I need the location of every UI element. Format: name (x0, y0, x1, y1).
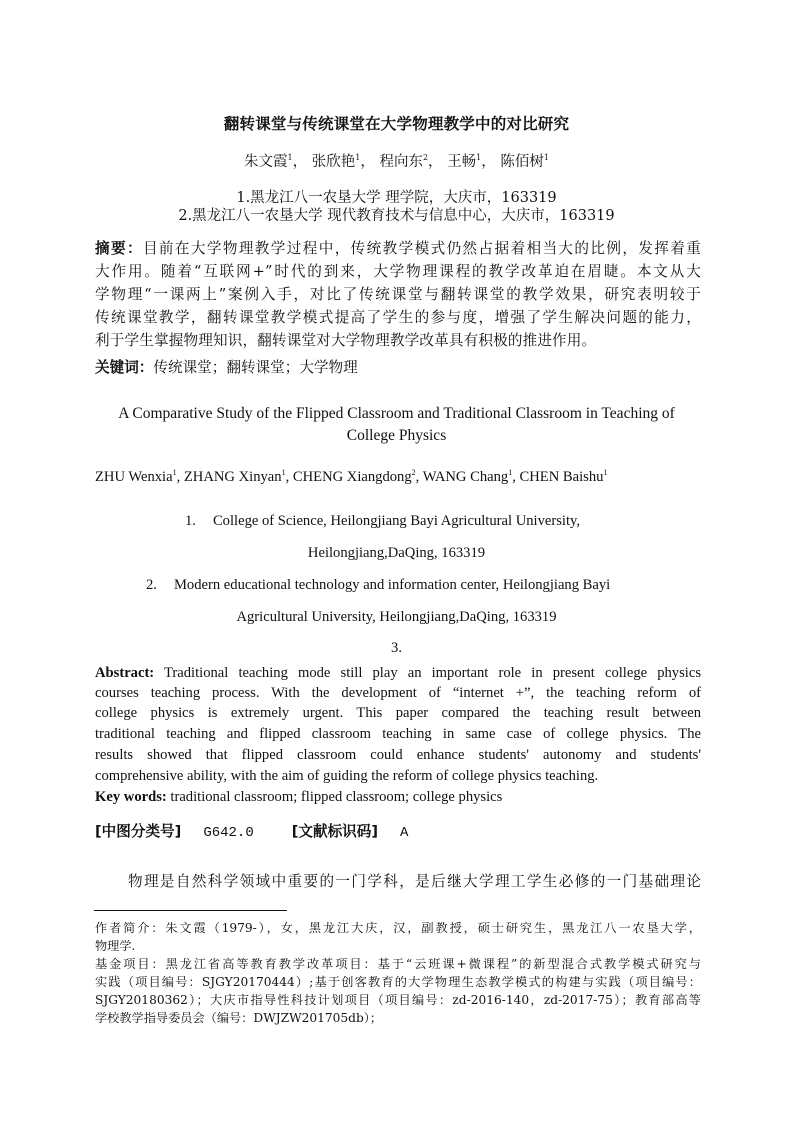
footnote-author-intro-line: 物理学. (95, 939, 136, 953)
en-author: ZHANG Xinyan (183, 469, 282, 485)
affiliation-number: 2. (146, 577, 157, 593)
cn-abstract-line: 利于学生掌握物理知识，翻转课堂对大学物理教学改革具有积极的推进作用。 (95, 332, 597, 349)
en-abstract-line: results showed that flipped classroom could enhance students' autonomy and students' (95, 747, 701, 763)
clc-label: [中图分类号] (95, 823, 182, 840)
body-paragraph-line: 物理是自然科学领域中重要的一门学科，是后继大学理工学生必修的一门基础理论 (128, 873, 701, 890)
en-author: CHEN Baishu (519, 469, 604, 485)
en-affiliation-2-cont: Agricultural University, Heilongjiang,DaQing, 163319 (236, 609, 557, 625)
cn-author: 张欣艳 (311, 154, 356, 170)
en-author: WANG Chang (422, 469, 509, 485)
author-separator: ， (481, 154, 496, 170)
cn-author-affil-mark: 1 (287, 153, 293, 162)
footnote-separator (94, 910, 287, 911)
author-separator: ， (292, 154, 308, 170)
footnote-fund-line: 基金项目：黑龙江省高等教育教学改革项目：基于“云班课+微课程”的新型混合式教学模式研究与 (95, 957, 701, 971)
clc-value: G642.0 (203, 825, 254, 841)
cn-author-affil-mark: 1 (543, 153, 549, 162)
cn-author: 朱文霞 (244, 154, 288, 170)
doc-code-label: [文献标识码] (291, 823, 379, 840)
doc-code-value: A (400, 825, 409, 841)
en-affiliation-1 (185, 513, 580, 530)
author-separator: ， (428, 154, 443, 170)
author-separator: , (512, 469, 520, 485)
en-affiliation-3: 3. (391, 640, 402, 656)
en-affiliation-2 (146, 577, 610, 594)
en-authors (95, 469, 607, 486)
cn-abstract-line: 大作用。随着“互联网+”时代的到来，大学物理课程的教学改革迫在眉睫。本文从大 (95, 263, 701, 280)
en-abstract-line: traditional teaching and flipped classroom teaching in same case of college physics. The (95, 726, 701, 742)
cn-affiliation-1: 1.黑龙江八一农垦大学 理学院，大庆市，163319 (236, 190, 557, 206)
en-author-affil-mark: 2 (411, 468, 416, 477)
en-abstract-text: Traditional teaching mode still play an important role in present college physics (154, 665, 701, 681)
cn-abstract-text: 目前在大学物理教学过程中，传统教学模式仍然占据着相当大的比例，发挥着重 (142, 240, 701, 257)
en-author-affil-mark: 1 (603, 468, 608, 477)
cn-abstract-line: 传统课堂教学，翻转课堂教学模式提高了学生的参与度，增强了学生解决问题的能力， (95, 309, 701, 326)
footnote-fund-line: SJGY20180362）；大庆市指导性科技计划项目（项目编号：zd-2016-140，zd-2017-75）；教育部高等 (95, 993, 701, 1007)
footnote-fund-line: 学校教学指导委员会（编号：DWJZW201705db）； (95, 1011, 383, 1025)
cn-author-affil-mark: 2 (422, 153, 429, 162)
en-author-affil-mark: 1 (508, 468, 513, 477)
author-separator: , (285, 469, 293, 485)
affiliation-text: College of Science, Heilongjiang Bayi Agricultural University, (212, 513, 581, 529)
affiliation-number: 1. (185, 513, 196, 529)
cn-abstract-line: 学物理“一课两上”案例入手，对比了传统课堂与翻转课堂的教学效果，研究表明较于 (95, 286, 701, 303)
footnote-fund-line: 实践（项目编号：SJGY20170444）;基于创客教育的大学物理生态教学模式的构建与实践（项目编号： (95, 975, 701, 989)
en-abstract-label: Abstract: (95, 665, 155, 681)
footnote-author-intro-line: 作者简介：朱文霞（1979-），女，黑龙江大庆，汉，副教授，硕士研究生，黑龙江八一农垦大学， (95, 921, 701, 935)
author-separator: , (415, 469, 423, 485)
cn-author: 王畅 (447, 154, 477, 170)
cn-abstract-line (95, 237, 701, 258)
cn-authors (0, 150, 793, 171)
en-author-affil-mark: 1 (281, 468, 286, 477)
en-keywords-label: Key words: (95, 789, 167, 805)
cn-keywords (95, 356, 358, 377)
cn-author-affil-mark: 1 (476, 153, 482, 162)
en-title-line-1: A Comparative Study of the Flipped Classroom and Traditional Classroom in Teaching of (118, 405, 675, 422)
en-keywords (95, 789, 502, 806)
cn-author: 陈佰树 (500, 154, 544, 170)
cn-keywords-text: 传统课堂；翻转课堂；大学物理 (153, 359, 358, 376)
en-abstract-line: courses teaching process. With the development of “internet +”, the teaching reform of (95, 685, 701, 701)
cn-keywords-label: 关键词： (95, 359, 154, 376)
author-separator: , (176, 469, 184, 485)
en-abstract-line (95, 665, 701, 682)
en-abstract-line: comprehensive ability, with the aim of guiding the reform of college physics teaching. (95, 768, 599, 784)
en-author: ZHU Wenxia (95, 469, 173, 485)
en-author: CHENG Xiangdong (292, 469, 412, 485)
en-title-line-2: College Physics (346, 427, 447, 444)
classification-line (95, 820, 408, 841)
en-affiliation-1-cont: Heilongjiang,DaQing, 163319 (307, 545, 486, 561)
en-abstract-line: college physics is extremely urgent. This paper compared the teaching result between (95, 705, 701, 721)
cn-abstract-label: 摘要： (95, 240, 143, 257)
cn-author-affil-mark: 1 (355, 153, 361, 162)
affiliation-text: Modern educational technology and information center, Heilongjiang Bayi (173, 577, 611, 593)
en-author-affil-mark: 1 (172, 468, 177, 477)
en-keywords-text: traditional classroom; flipped classroom; college physics (166, 789, 503, 805)
cn-author: 程向东 (379, 154, 423, 170)
cn-title: 翻转课堂与传统课堂在大学物理教学中的对比研究 (223, 115, 570, 133)
author-separator: ， (360, 154, 375, 170)
cn-affiliation-2: 2.黑龙江八一农垦大学 现代教育技术与信息中心，大庆市，163319 (178, 208, 615, 224)
